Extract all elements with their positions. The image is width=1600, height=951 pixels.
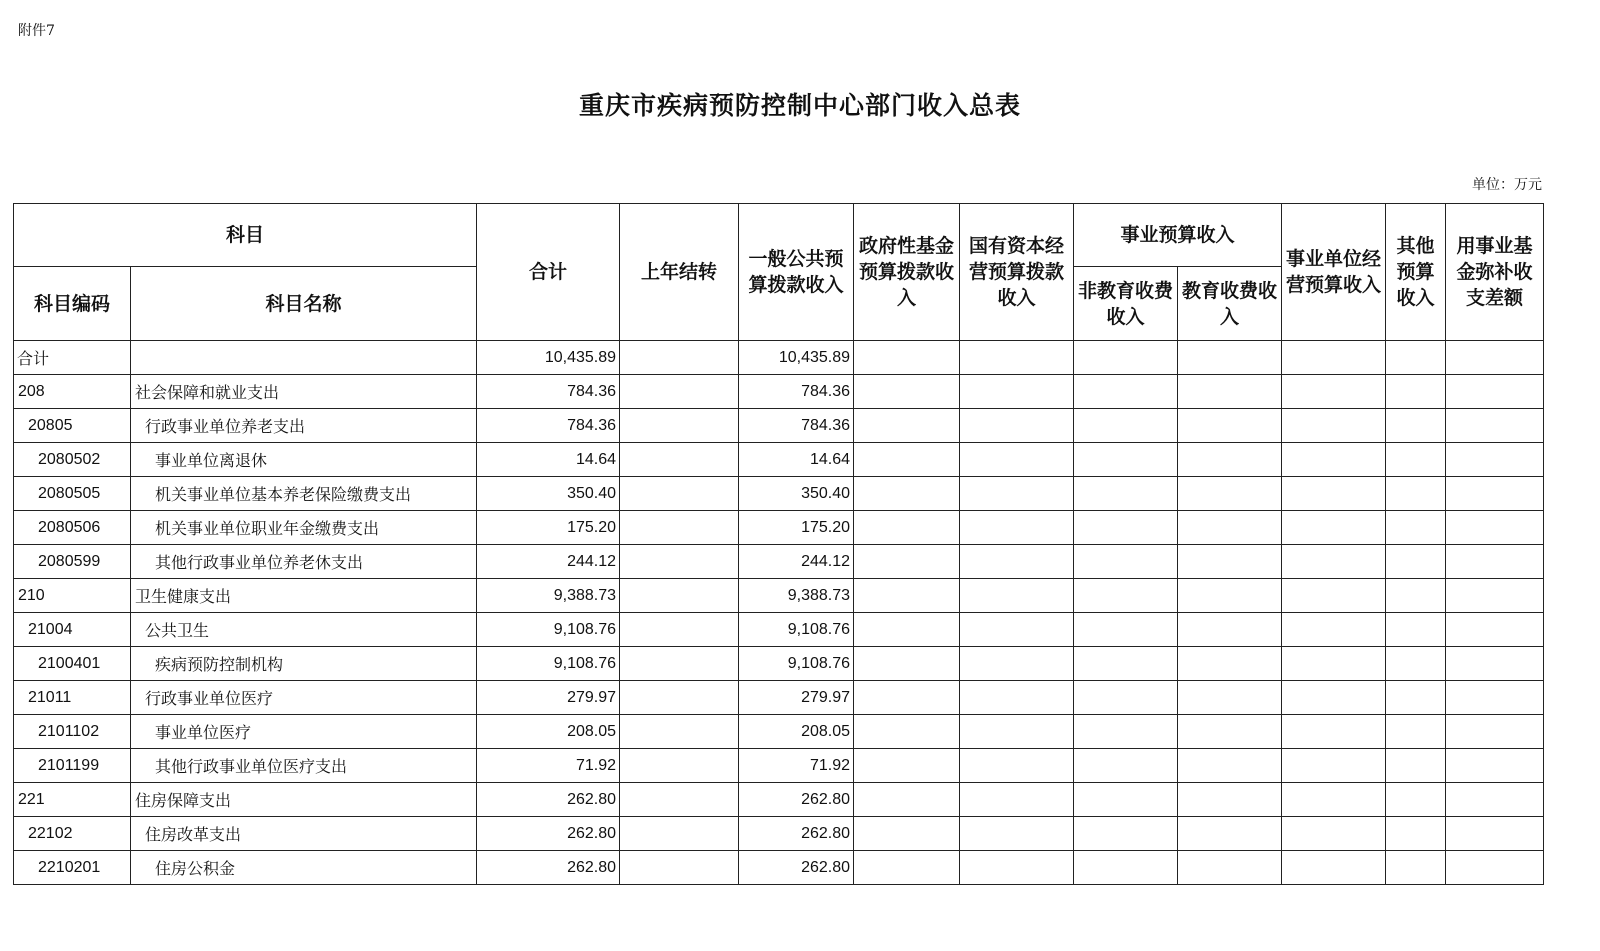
empty-cell bbox=[1446, 715, 1544, 749]
general-budget-value: 175.20 bbox=[739, 511, 854, 545]
prior-year-value bbox=[620, 817, 739, 851]
empty-cell bbox=[854, 341, 960, 375]
empty-cell bbox=[1178, 681, 1282, 715]
empty-cell bbox=[1282, 715, 1386, 749]
empty-cell bbox=[1282, 817, 1386, 851]
total-value: 208.05 bbox=[477, 715, 620, 749]
prior-year-value bbox=[620, 715, 739, 749]
header-business-budget: 事业预算收入 bbox=[1074, 204, 1282, 267]
empty-cell bbox=[1446, 375, 1544, 409]
empty-cell bbox=[1178, 783, 1282, 817]
general-budget-value: 71.92 bbox=[739, 749, 854, 783]
empty-cell bbox=[1282, 681, 1386, 715]
empty-cell bbox=[1446, 545, 1544, 579]
empty-cell bbox=[1074, 409, 1178, 443]
empty-cell bbox=[1074, 341, 1178, 375]
income-summary-table bbox=[13, 203, 1544, 885]
empty-cell bbox=[1074, 613, 1178, 647]
subject-name: 行政事业单位医疗 bbox=[131, 681, 477, 715]
subject-code: 22102 bbox=[14, 817, 131, 851]
empty-cell bbox=[1178, 341, 1282, 375]
header-prior-year: 上年结转 bbox=[620, 204, 739, 341]
table-row bbox=[14, 545, 1544, 579]
total-value: 279.97 bbox=[477, 681, 620, 715]
empty-cell bbox=[1074, 443, 1178, 477]
empty-cell bbox=[1386, 545, 1446, 579]
subject-code: 210 bbox=[14, 579, 131, 613]
subject-code: 2080505 bbox=[14, 477, 131, 511]
empty-cell bbox=[854, 477, 960, 511]
empty-cell bbox=[1074, 375, 1178, 409]
subject-name bbox=[131, 341, 477, 375]
empty-cell bbox=[960, 579, 1074, 613]
empty-cell bbox=[1446, 443, 1544, 477]
empty-cell bbox=[1282, 851, 1386, 885]
table-row bbox=[14, 647, 1544, 681]
empty-cell bbox=[1282, 375, 1386, 409]
subject-code: 2101102 bbox=[14, 715, 131, 749]
subject-name: 其他行政事业单位医疗支出 bbox=[131, 749, 477, 783]
empty-cell bbox=[854, 749, 960, 783]
empty-cell bbox=[1386, 341, 1446, 375]
total-value: 262.80 bbox=[477, 817, 620, 851]
prior-year-value bbox=[620, 647, 739, 681]
empty-cell bbox=[1386, 375, 1446, 409]
empty-cell bbox=[1178, 545, 1282, 579]
header-total: 合计 bbox=[477, 204, 620, 341]
empty-cell bbox=[1386, 511, 1446, 545]
empty-cell bbox=[854, 511, 960, 545]
subject-name: 行政事业单位养老支出 bbox=[131, 409, 477, 443]
empty-cell bbox=[1074, 749, 1178, 783]
header-general-budget: 一般公共预算拨款收入 bbox=[739, 204, 854, 341]
empty-cell bbox=[1446, 409, 1544, 443]
empty-cell bbox=[1386, 647, 1446, 681]
empty-cell bbox=[1282, 647, 1386, 681]
subject-code: 2080506 bbox=[14, 511, 131, 545]
table-row bbox=[14, 851, 1544, 885]
general-budget-value: 784.36 bbox=[739, 375, 854, 409]
total-value: 14.64 bbox=[477, 443, 620, 477]
subject-code: 合计 bbox=[14, 341, 131, 375]
general-budget-value: 262.80 bbox=[739, 783, 854, 817]
total-value: 784.36 bbox=[477, 409, 620, 443]
prior-year-value bbox=[620, 851, 739, 885]
empty-cell bbox=[1446, 341, 1544, 375]
table-row bbox=[14, 749, 1544, 783]
subject-name: 事业单位离退休 bbox=[131, 443, 477, 477]
empty-cell bbox=[1178, 477, 1282, 511]
empty-cell bbox=[1386, 477, 1446, 511]
general-budget-value: 262.80 bbox=[739, 851, 854, 885]
empty-cell bbox=[1386, 579, 1446, 613]
empty-cell bbox=[1178, 715, 1282, 749]
subject-code: 21011 bbox=[14, 681, 131, 715]
table-row bbox=[14, 409, 1544, 443]
prior-year-value bbox=[620, 579, 739, 613]
empty-cell bbox=[1446, 749, 1544, 783]
empty-cell bbox=[854, 579, 960, 613]
subject-name: 机关事业单位职业年金缴费支出 bbox=[131, 511, 477, 545]
subject-name: 疾病预防控制机构 bbox=[131, 647, 477, 681]
total-value: 9,388.73 bbox=[477, 579, 620, 613]
empty-cell bbox=[960, 443, 1074, 477]
table-row bbox=[14, 477, 1544, 511]
prior-year-value bbox=[620, 749, 739, 783]
general-budget-value: 9,108.76 bbox=[739, 613, 854, 647]
table-row bbox=[14, 341, 1544, 375]
empty-cell bbox=[1282, 341, 1386, 375]
empty-cell bbox=[1178, 851, 1282, 885]
empty-cell bbox=[1446, 817, 1544, 851]
prior-year-value bbox=[620, 613, 739, 647]
header-subject-code: 科目编码 bbox=[14, 267, 131, 341]
empty-cell bbox=[854, 545, 960, 579]
header-non-edu-fee: 非教育收费收入 bbox=[1074, 267, 1178, 341]
prior-year-value bbox=[620, 681, 739, 715]
general-budget-value: 9,108.76 bbox=[739, 647, 854, 681]
empty-cell bbox=[1446, 851, 1544, 885]
subject-name: 机关事业单位基本养老保险缴费支出 bbox=[131, 477, 477, 511]
empty-cell bbox=[1282, 443, 1386, 477]
empty-cell bbox=[1074, 783, 1178, 817]
empty-cell bbox=[1074, 545, 1178, 579]
empty-cell bbox=[960, 375, 1074, 409]
empty-cell bbox=[1282, 409, 1386, 443]
empty-cell bbox=[960, 341, 1074, 375]
subject-code: 2080599 bbox=[14, 545, 131, 579]
subject-name: 住房改革支出 bbox=[131, 817, 477, 851]
empty-cell bbox=[854, 647, 960, 681]
header-edu-fee: 教育收费收入 bbox=[1178, 267, 1282, 341]
empty-cell bbox=[1282, 783, 1386, 817]
subject-code: 21004 bbox=[14, 613, 131, 647]
empty-cell bbox=[960, 613, 1074, 647]
empty-cell bbox=[1282, 477, 1386, 511]
table-row bbox=[14, 511, 1544, 545]
header-subject: 科目 bbox=[14, 204, 477, 267]
empty-cell bbox=[960, 851, 1074, 885]
empty-cell bbox=[854, 783, 960, 817]
empty-cell bbox=[854, 409, 960, 443]
total-value: 784.36 bbox=[477, 375, 620, 409]
unit-label: 单位：万元 bbox=[1472, 177, 1542, 193]
empty-cell bbox=[1282, 511, 1386, 545]
empty-cell bbox=[1386, 851, 1446, 885]
empty-cell bbox=[1178, 511, 1282, 545]
table-row bbox=[14, 783, 1544, 817]
general-budget-value: 208.05 bbox=[739, 715, 854, 749]
empty-cell bbox=[854, 681, 960, 715]
general-budget-value: 784.36 bbox=[739, 409, 854, 443]
empty-cell bbox=[1386, 749, 1446, 783]
subject-code: 208 bbox=[14, 375, 131, 409]
prior-year-value bbox=[620, 477, 739, 511]
prior-year-value bbox=[620, 511, 739, 545]
empty-cell bbox=[1074, 817, 1178, 851]
subject-code: 20805 bbox=[14, 409, 131, 443]
empty-cell bbox=[1282, 545, 1386, 579]
subject-name: 事业单位医疗 bbox=[131, 715, 477, 749]
total-value: 175.20 bbox=[477, 511, 620, 545]
empty-cell bbox=[960, 545, 1074, 579]
header-gov-fund: 政府性基金预算拨款收入 bbox=[854, 204, 960, 341]
subject-name: 住房保障支出 bbox=[131, 783, 477, 817]
prior-year-value bbox=[620, 375, 739, 409]
prior-year-value bbox=[620, 409, 739, 443]
empty-cell bbox=[1074, 477, 1178, 511]
table-row bbox=[14, 715, 1544, 749]
empty-cell bbox=[960, 409, 1074, 443]
empty-cell bbox=[1074, 851, 1178, 885]
table-row bbox=[14, 817, 1544, 851]
empty-cell bbox=[1074, 511, 1178, 545]
page-title: 重庆市疾病预防控制中心部门收入总表 bbox=[578, 91, 1021, 120]
empty-cell bbox=[1074, 647, 1178, 681]
empty-cell bbox=[1178, 443, 1282, 477]
empty-cell bbox=[1386, 613, 1446, 647]
subject-code: 2101199 bbox=[14, 749, 131, 783]
empty-cell bbox=[1282, 579, 1386, 613]
general-budget-value: 14.64 bbox=[739, 443, 854, 477]
empty-cell bbox=[1074, 715, 1178, 749]
header-fund-offset: 用事业基金弥补收支差额 bbox=[1446, 204, 1544, 341]
empty-cell bbox=[1386, 681, 1446, 715]
empty-cell bbox=[960, 477, 1074, 511]
total-value: 10,435.89 bbox=[477, 341, 620, 375]
empty-cell bbox=[960, 647, 1074, 681]
empty-cell bbox=[854, 375, 960, 409]
table-row bbox=[14, 375, 1544, 409]
empty-cell bbox=[1386, 443, 1446, 477]
empty-cell bbox=[1178, 375, 1282, 409]
empty-cell bbox=[1446, 681, 1544, 715]
empty-cell bbox=[960, 817, 1074, 851]
subject-code: 2100401 bbox=[14, 647, 131, 681]
prior-year-value bbox=[620, 783, 739, 817]
subject-name: 其他行政事业单位养老休支出 bbox=[131, 545, 477, 579]
header-other-budget: 其他预算收入 bbox=[1386, 204, 1446, 341]
total-value: 71.92 bbox=[477, 749, 620, 783]
empty-cell bbox=[1386, 817, 1446, 851]
empty-cell bbox=[1178, 613, 1282, 647]
general-budget-value: 9,388.73 bbox=[739, 579, 854, 613]
empty-cell bbox=[1446, 511, 1544, 545]
subject-code: 221 bbox=[14, 783, 131, 817]
empty-cell bbox=[1386, 409, 1446, 443]
prior-year-value bbox=[620, 443, 739, 477]
subject-name: 卫生健康支出 bbox=[131, 579, 477, 613]
empty-cell bbox=[854, 851, 960, 885]
empty-cell bbox=[1178, 647, 1282, 681]
table-row bbox=[14, 613, 1544, 647]
general-budget-value: 279.97 bbox=[739, 681, 854, 715]
empty-cell bbox=[960, 715, 1074, 749]
empty-cell bbox=[960, 749, 1074, 783]
subject-name: 住房公积金 bbox=[131, 851, 477, 885]
empty-cell bbox=[1386, 783, 1446, 817]
empty-cell bbox=[1178, 579, 1282, 613]
general-budget-value: 244.12 bbox=[739, 545, 854, 579]
general-budget-value: 10,435.89 bbox=[739, 341, 854, 375]
table-row bbox=[14, 443, 1544, 477]
subject-name: 社会保障和就业支出 bbox=[131, 375, 477, 409]
total-value: 262.80 bbox=[477, 783, 620, 817]
empty-cell bbox=[1282, 749, 1386, 783]
general-budget-value: 350.40 bbox=[739, 477, 854, 511]
empty-cell bbox=[1282, 613, 1386, 647]
empty-cell bbox=[1178, 817, 1282, 851]
table-row bbox=[14, 681, 1544, 715]
general-budget-value: 262.80 bbox=[739, 817, 854, 851]
header-business-unit-ops: 事业单位经营预算收入 bbox=[1282, 204, 1386, 341]
prior-year-value bbox=[620, 341, 739, 375]
total-value: 350.40 bbox=[477, 477, 620, 511]
empty-cell bbox=[1446, 477, 1544, 511]
table-row bbox=[14, 579, 1544, 613]
prior-year-value bbox=[620, 545, 739, 579]
empty-cell bbox=[1446, 579, 1544, 613]
empty-cell bbox=[854, 817, 960, 851]
total-value: 262.80 bbox=[477, 851, 620, 885]
total-value: 9,108.76 bbox=[477, 613, 620, 647]
empty-cell bbox=[1446, 783, 1544, 817]
empty-cell bbox=[1178, 409, 1282, 443]
empty-cell bbox=[1178, 749, 1282, 783]
empty-cell bbox=[1446, 647, 1544, 681]
empty-cell bbox=[960, 783, 1074, 817]
empty-cell bbox=[854, 715, 960, 749]
empty-cell bbox=[960, 511, 1074, 545]
empty-cell bbox=[1074, 579, 1178, 613]
subject-code: 2210201 bbox=[14, 851, 131, 885]
total-value: 244.12 bbox=[477, 545, 620, 579]
empty-cell bbox=[854, 613, 960, 647]
empty-cell bbox=[960, 681, 1074, 715]
empty-cell bbox=[1074, 681, 1178, 715]
empty-cell bbox=[1446, 613, 1544, 647]
subject-name: 公共卫生 bbox=[131, 613, 477, 647]
empty-cell bbox=[854, 443, 960, 477]
header-subject-name: 科目名称 bbox=[131, 267, 477, 341]
header-state-capital: 国有资本经营预算拨款收入 bbox=[960, 204, 1074, 341]
empty-cell bbox=[1386, 715, 1446, 749]
attachment-label: 附件7 bbox=[18, 23, 55, 39]
subject-code: 2080502 bbox=[14, 443, 131, 477]
total-value: 9,108.76 bbox=[477, 647, 620, 681]
